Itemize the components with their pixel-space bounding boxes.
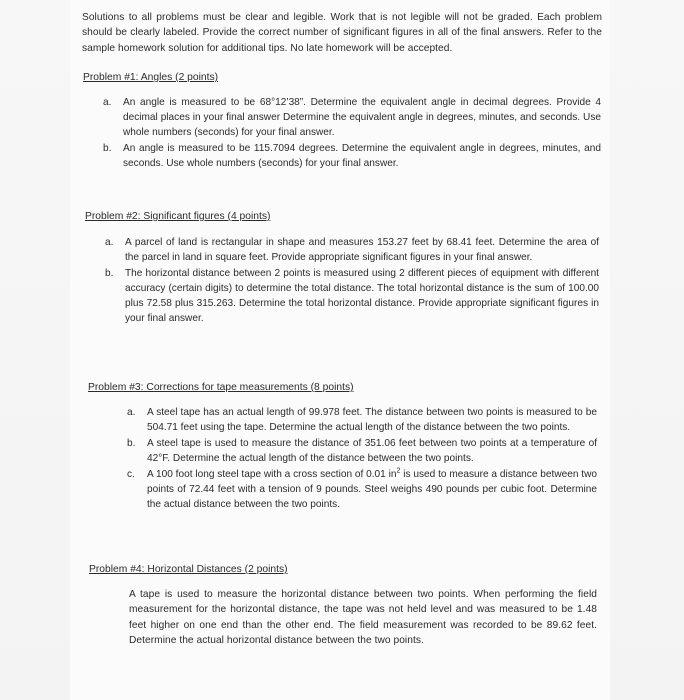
item-marker: b.: [105, 268, 114, 279]
problem-3b: [127, 436, 597, 466]
problem-2b: [105, 266, 599, 326]
problem-4-heading: Problem #4: Horizontal Distances (2 points): [89, 564, 288, 575]
item-marker: c.: [127, 469, 135, 480]
problem-4-text: A tape is used to measure the horizontal distance between two points. When performing the field measurement for the horizontal distance, the tape was not held level and was measured to be 1.48 feet higher on one end than the other end. The field measurement was recorded to be 89.62 feet. Determine the actual horizontal distance between the two points.: [129, 589, 597, 646]
item-marker: a.: [105, 237, 114, 248]
problem-2a-text: A parcel of land is rectangular in shape and measures 153.27 feet by 68.41 feet. Determine the area of the parcel in land in square feet. Provide appropriate significant figures in your final answer.: [125, 237, 599, 263]
problem-3-heading: Problem #3: Corrections for tape measurements (8 points): [88, 382, 354, 393]
item-marker: a.: [103, 97, 112, 108]
problem-2b-text: The horizontal distance between 2 points is measured using 2 different pieces of equipment with different accuracy (certain digits) to determine the total distance. The total horizontal distance is the sum of 100.00 plus 72.58 plus 315.263. Determine the total horizontal distance. Provide appropriate significant figures in your final answer.: [125, 268, 599, 324]
problem-3c-text-start: A 100 foot long steel tape with a cross section of 0.01 in: [147, 469, 397, 480]
item-marker: b.: [103, 143, 112, 154]
problem-3b-text: A steel tape is used to measure the distance of 351.06 feet between two points at a temperature of 42°F. Determine the actual length of the distance between the two points.: [147, 438, 597, 464]
problem-3c: [127, 467, 597, 512]
instructions-paragraph: Solutions to all problems must be clear and legible. Work that is not legible will not be graded. Each problem should be clearly labeled. Provide the correct number of significant figures in all of the final answers. Refer to the sample homework solution for additional tips. No late homework will be accepted.: [82, 12, 602, 54]
problem-1a-text: An angle is measured to be 68°12’38”. Determine the equivalent angle in decimal degrees. Provide 4 decimal places in your final answer Determine the equivalent angle in degrees, minutes, and seconds. Use whole numbers (seconds) for your final answer.: [123, 97, 601, 138]
item-marker: a.: [127, 407, 136, 418]
problem-3c-text-end: is used to measure a distance between two points of 72.44 feet with a tension of 9 pounds. Steel weighs 490 pounds per cubic foot. Determine the actual distance between the two points.: [147, 469, 597, 510]
problem-2-heading: Problem #2: Significant figures (4 points): [85, 211, 271, 222]
problem-1a: [103, 95, 601, 140]
squared-superscript: 2: [396, 467, 401, 475]
problem-2-list: [105, 235, 599, 327]
item-marker: b.: [127, 438, 136, 449]
problem-1-heading: Problem #1: Angles (2 points): [83, 72, 219, 83]
problem-3a: [127, 405, 597, 435]
problem-3a-text: A steel tape has an actual length of 99.978 feet. The distance between two points is measured to be 504.71 feet using the tape. Determine the actual length of the distance between the two points.: [147, 407, 597, 433]
problem-1-list: [103, 95, 601, 172]
problem-1b: [103, 141, 601, 171]
problem-2a: [105, 235, 599, 265]
problem-3-list: [127, 405, 597, 513]
problem-1b-text: An angle is measured to be 115.7094 degrees. Determine the equivalent angle in degrees, minutes, and seconds. Use whole numbers (seconds) for your final answer.: [123, 143, 601, 169]
